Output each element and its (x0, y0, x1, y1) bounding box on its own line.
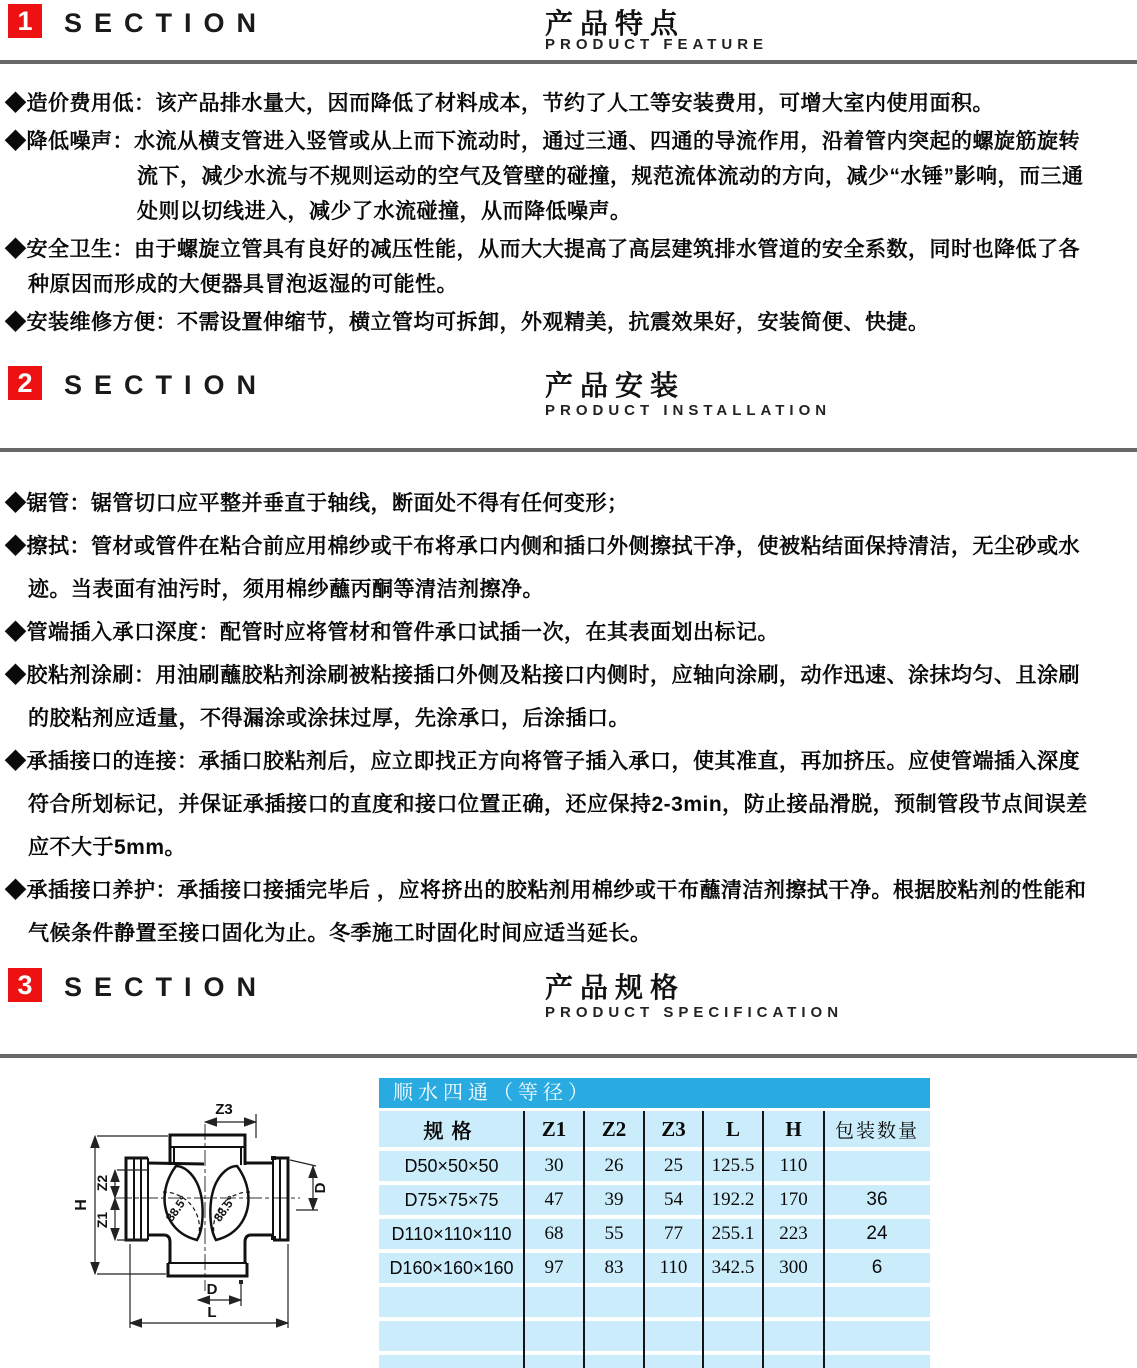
table-cell: 25 (644, 1151, 703, 1181)
installation-list (5, 482, 1090, 955)
section-rule (0, 1054, 1137, 1058)
table-cell (584, 1321, 644, 1351)
dim-label-d-right: D (312, 1182, 329, 1194)
column-header: H (763, 1111, 824, 1147)
feature-bullet: ◆降低噪声：水流从横支管进入竖管或从上而下流动时，通过三通、四通的导流作用，沿着管内突起的螺旋筋旋转流下，减少水流与不规则运动的空气及管壁的碰撞，规范流体流动的方向，减少“水锤”影响，而三通处则以切线进入，减少了水流碰撞，从而降低噪声。 (5, 130, 1084, 223)
table-cell: 170 (763, 1185, 824, 1215)
table-cell: 54 (644, 1185, 703, 1215)
table-cell (379, 1287, 524, 1317)
table-cell: D75×75×75 (379, 1185, 524, 1215)
table-cell: D110×110×110 (379, 1219, 524, 1249)
angle-label-left: 88.5° (162, 1193, 191, 1225)
table-cell: 300 (763, 1253, 824, 1283)
table-row (379, 1321, 930, 1351)
installation-bullet: ◆承插接口养护：承插接口接插完毕后 ，应将挤出的胶粘剂用棉纱或干布蘸清洁剂擦拭干净。根据胶粘剂的性能和气候条件静置至接口固化为止。冬季施工时固化时间应适当延长。 (5, 879, 1087, 945)
table-row (379, 1287, 930, 1317)
table-cell: 47 (524, 1185, 584, 1215)
table-cell (524, 1355, 584, 1368)
column-divider (762, 1111, 764, 1368)
column-header: 包装数量 (824, 1111, 930, 1147)
section-number-badge: 3 (8, 968, 42, 1002)
table-cell (703, 1287, 763, 1317)
installation-bullet: ◆胶粘剂涂刷：用油刷蘸胶粘剂涂刷被粘接插口外侧及粘接口内侧时，应轴向涂刷，动作迅速、涂抹均匀、且涂刷的胶粘剂应适量，不得漏涂或涂抹过厚，先涂承口，后涂插口。 (5, 664, 1080, 730)
section-label: SECTION (64, 972, 269, 1002)
installation-bullet: ◆承插接口的连接：承插口胶粘剂后，应立即找正方向将管子插入承口，使其准直，再加挤压。应使管端插入深度符合所划标记，并保证承插接口的直度和接口位置正确，还应保持2-3min，防止接品滑脱，预制管段节点间误差应不大于5mm。 (5, 750, 1088, 859)
table-row (379, 1355, 930, 1368)
table-cell: D50×50×50 (379, 1151, 524, 1181)
table-row (379, 1185, 930, 1215)
table-row (379, 1151, 930, 1181)
table-cell: 110 (763, 1151, 824, 1181)
column-header: Z3 (644, 1111, 703, 1147)
table-cell: 36 (824, 1185, 930, 1215)
section-number-badge: 2 (8, 366, 42, 400)
column-header: Z2 (584, 1111, 644, 1147)
fitting-outline (126, 1135, 288, 1276)
table-cell (824, 1321, 930, 1351)
table-row (379, 1253, 930, 1283)
section-title-cn: 产品安装 (545, 370, 686, 401)
table-cell: 6 (824, 1253, 930, 1283)
dim-label-h: H (73, 1199, 90, 1211)
table-cell (824, 1355, 930, 1368)
spec-table (379, 1078, 930, 1368)
section-title-cn: 产品规格 (545, 972, 686, 1003)
column-header: 规格 (379, 1111, 524, 1147)
table-cell: 26 (584, 1151, 644, 1181)
dim-label-z2: Z2 (94, 1174, 110, 1192)
section-rule (0, 60, 1137, 64)
table-cell: 192.2 (703, 1185, 763, 1215)
section-title-en: PRODUCT SPECIFICATION (545, 1004, 844, 1021)
table-row (379, 1219, 930, 1249)
table-cell (644, 1321, 703, 1351)
spec-table-rows (379, 1151, 930, 1368)
installation-bullet: ◆管端插入承口深度：配管时应将管材和管件承口试插一次，在其表面划出标记。 (5, 621, 779, 644)
table-cell (763, 1321, 824, 1351)
installation-bullet: ◆锯管：锯管切口应平整并垂直于轴线，断面处不得有任何变形； (5, 492, 629, 515)
table-title-banner: 顺水四通（等径） (379, 1078, 930, 1108)
table-cell (524, 1287, 584, 1317)
table-cell: 39 (584, 1185, 644, 1215)
table-cell: 255.1 (703, 1219, 763, 1249)
section-number-badge: 1 (8, 4, 42, 38)
table-cell: 68 (524, 1219, 584, 1249)
pipe-fitting-diagram (66, 1086, 366, 1368)
table-cell (524, 1321, 584, 1351)
table-cell (644, 1287, 703, 1317)
table-cell: 55 (584, 1219, 644, 1249)
table-cell: 24 (824, 1219, 930, 1249)
section-rule (0, 448, 1137, 452)
table-cell (584, 1287, 644, 1317)
section-title-en: PRODUCT INSTALLATION (545, 402, 832, 419)
table-cell (824, 1287, 930, 1317)
section-title-en: PRODUCT FEATURE (545, 36, 769, 53)
table-cell (763, 1355, 824, 1368)
feature-bullet: ◆造价费用低：该产品排水量大，因而降低了材料成本，节约了人工等安装费用，可增大室内使用面积。 (5, 92, 994, 115)
section-label: SECTION (64, 370, 269, 400)
table-cell: 110 (644, 1253, 703, 1283)
table-cell: 77 (644, 1219, 703, 1249)
section-label: SECTION (64, 8, 269, 38)
dim-label-l: L (207, 1304, 217, 1321)
column-divider (702, 1111, 704, 1368)
column-header: Z1 (524, 1111, 584, 1147)
feature-bullet: ◆安装维修方便：不需设置伸缩节，横立管均可拆卸，外观精美，抗震效果好，安装简便、快捷。 (5, 311, 930, 334)
table-cell (703, 1321, 763, 1351)
features-list (5, 86, 1090, 343)
table-cell (379, 1355, 524, 1368)
table-cell (644, 1355, 703, 1368)
dim-label-d-bottom: D (206, 1281, 218, 1298)
column-header: L (703, 1111, 763, 1147)
table-cell (824, 1151, 930, 1181)
table-cell: 342.5 (703, 1253, 763, 1283)
table-cell: 30 (524, 1151, 584, 1181)
table-cell (703, 1355, 763, 1368)
dim-label-z3: Z3 (215, 1101, 233, 1118)
section-title-cn: 产品特点 (545, 8, 686, 39)
column-divider (823, 1111, 825, 1368)
table-cell: 97 (524, 1253, 584, 1283)
table-cell: 223 (763, 1219, 824, 1249)
table-cell: 83 (584, 1253, 644, 1283)
table-cell (379, 1321, 524, 1351)
angle-label-right: 88.5° (210, 1193, 239, 1225)
column-divider (583, 1111, 585, 1368)
dim-label-z1: Z1 (94, 1211, 110, 1229)
column-divider (643, 1111, 645, 1368)
feature-bullet: ◆安全卫生：由于螺旋立管具有良好的减压性能，从而大大提高了高层建筑排水管道的安全系数，同时也降低了各种原因而形成的大便器具冒泡返湿的可能性。 (5, 238, 1080, 296)
column-divider (523, 1111, 525, 1368)
table-cell (584, 1355, 644, 1368)
table-cell: 125.5 (703, 1151, 763, 1181)
installation-bullet: ◆擦拭：管材或管件在粘合前应用棉纱或干布将承口内侧和插口外侧擦拭干净，使被粘结面保持清洁，无尘砂或水迹。当表面有油污时，须用棉纱蘸丙酮等清洁剂擦净。 (5, 535, 1080, 601)
table-cell (763, 1287, 824, 1317)
table-cell: D160×160×160 (379, 1253, 524, 1283)
spec-table-header-row (379, 1111, 930, 1147)
